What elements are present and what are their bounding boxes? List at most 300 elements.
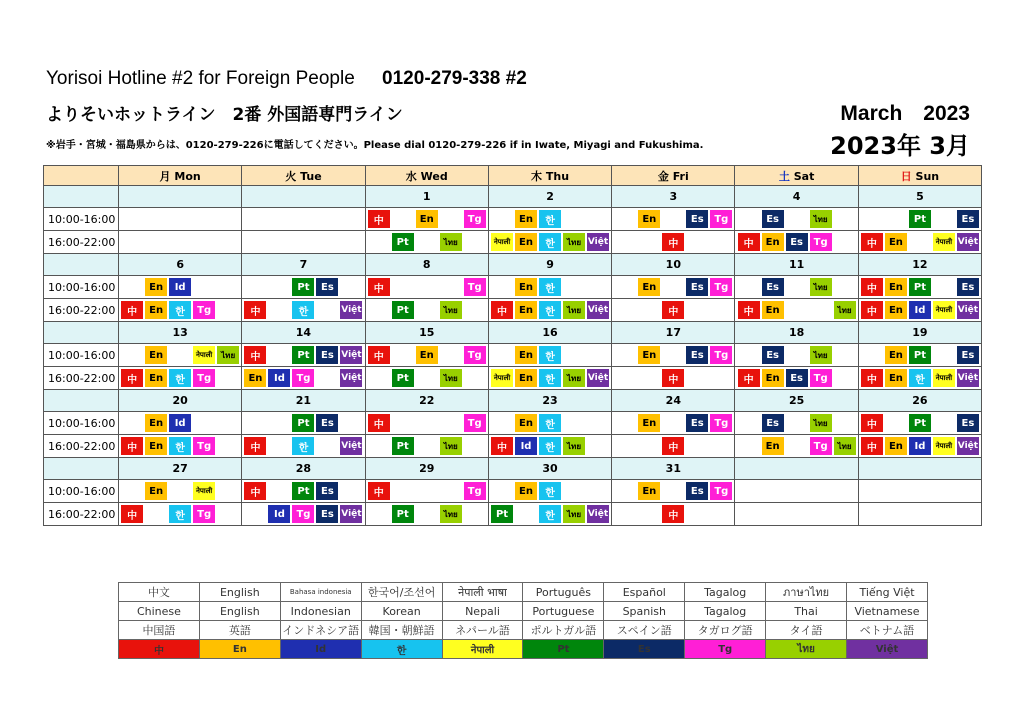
schedule-cell [242, 299, 365, 322]
slot-row [44, 503, 982, 526]
language-badge-es: Es [957, 210, 979, 228]
language-badge-id: Id [268, 369, 290, 387]
language-badge-en: En [762, 369, 784, 387]
language-badge-zh: 中 [368, 210, 390, 228]
language-badge-en: En [416, 210, 438, 228]
schedule-cell [242, 412, 365, 435]
language-badge-zh: 中 [121, 301, 143, 319]
language-badge-zh: 中 [368, 278, 390, 296]
language-slots [735, 414, 857, 432]
date-row-corner [44, 186, 119, 208]
weekday-jp: 月 [159, 169, 171, 183]
language-badge-ne: नेपाली [933, 301, 955, 319]
language-badge-th: ไทย [563, 233, 585, 251]
schedule-cell [488, 231, 611, 254]
legend-cell: नेपाली भाषा [442, 583, 523, 602]
phone-number: 0120-279-338 #2 [382, 68, 527, 89]
language-badge-th: ไทย [834, 437, 856, 455]
language-badge-zh: 中 [662, 505, 684, 523]
date-cell: 11 [735, 254, 858, 276]
language-badge-th: ไทย [563, 437, 585, 455]
language-badge-es: Es [786, 233, 808, 251]
language-badge-ne: नेपाली [193, 346, 215, 364]
date-cell: 12 [858, 254, 981, 276]
language-badge-vi: Việt [587, 233, 609, 251]
schedule-cell [735, 503, 858, 526]
legend-cell: Vietnamese [847, 602, 928, 621]
legend-cell: 中国語 [119, 621, 200, 640]
language-badge-ne: नेपाली [933, 369, 955, 387]
language-slots [612, 233, 734, 251]
language-badge-tg: Tg [193, 437, 215, 455]
schedule-cell [365, 412, 488, 435]
date-row [44, 458, 982, 480]
schedule-cell [735, 480, 858, 503]
dial-note: ※岩手・宮城・福島県からは、0120-279-226に電話してください。Please dial 0120-279-226 if in Iwate, Miyagi and Fukushima. [46, 140, 704, 151]
date-row-corner [44, 390, 119, 412]
language-badge-en: En [638, 278, 660, 296]
language-badge-en: En [515, 233, 537, 251]
language-slots [859, 346, 981, 364]
schedule-cell [365, 208, 488, 231]
time-slot-label: 16:00-22:00 [44, 503, 119, 526]
schedule-cell [242, 480, 365, 503]
title-english: Yorisoi Hotline #2 for Foreign People [46, 68, 355, 89]
language-badge-pt: Pt [909, 278, 931, 296]
legend-cell: Indonesian [280, 602, 361, 621]
language-slots [366, 210, 488, 228]
language-badge-vi: Việt [340, 437, 362, 455]
legend-code-zh: 中 [119, 640, 200, 659]
language-badge-vi: Việt [340, 369, 362, 387]
language-badge-ko: 한 [169, 369, 191, 387]
language-badge-en: En [638, 482, 660, 500]
schedule-cell [612, 276, 735, 299]
language-badge-zh: 中 [662, 301, 684, 319]
schedule-cell [365, 435, 488, 458]
time-slot-label: 16:00-22:00 [44, 299, 119, 322]
weekday-en: Wed [420, 169, 448, 183]
legend-english-row [119, 602, 928, 621]
date-cell: 20 [119, 390, 242, 412]
language-badge-en: En [515, 301, 537, 319]
language-badge-en: En [145, 301, 167, 319]
weekday-en: Tue [300, 169, 322, 183]
language-badge-th: ไทย [834, 301, 856, 319]
date-row-corner [44, 458, 119, 480]
language-badge-pt: Pt [909, 346, 931, 364]
language-badge-zh: 中 [662, 369, 684, 387]
language-badge-tg: Tg [464, 414, 486, 432]
language-badge-zh: 中 [121, 369, 143, 387]
language-slots [735, 301, 857, 319]
language-badge-es: Es [762, 210, 784, 228]
header-corner [44, 166, 119, 186]
weekday-header [242, 166, 365, 186]
title-japanese: よりそいホットライン 2番 外国語専門ライン [46, 105, 403, 125]
language-badge-th: ไทย [810, 346, 832, 364]
schedule-cell [119, 208, 242, 231]
schedule-cell [365, 299, 488, 322]
time-slot-label: 10:00-16:00 [44, 208, 119, 231]
language-badge-ko: 한 [539, 278, 561, 296]
language-badge-ko: 한 [909, 369, 931, 387]
schedule-cell [858, 276, 981, 299]
date-row [44, 186, 982, 208]
language-badge-id: Id [169, 414, 191, 432]
language-badge-ne: नेपाली [491, 233, 513, 251]
language-badge-pt: Pt [292, 482, 314, 500]
time-slot-label: 16:00-22:00 [44, 367, 119, 390]
language-badge-vi: Việt [957, 233, 979, 251]
date-cell: 8 [365, 254, 488, 276]
legend-code-id: Id [280, 640, 361, 659]
language-badge-es: Es [316, 278, 338, 296]
legend-cell: 韓国・朝鮮語 [361, 621, 442, 640]
legend-code-th: ไทย [766, 640, 847, 659]
language-badge-tg: Tg [292, 369, 314, 387]
language-badge-zh: 中 [861, 369, 883, 387]
weekday-jp: 火 [285, 169, 297, 183]
language-slots [366, 233, 488, 251]
language-badge-zh: 中 [244, 437, 266, 455]
legend-code-pt: Pt [523, 640, 604, 659]
language-badge-es: Es [762, 278, 784, 296]
date-cell: 27 [119, 458, 242, 480]
date-row-corner [44, 322, 119, 344]
weekday-en: Mon [174, 169, 201, 183]
language-badge-zh: 中 [738, 233, 760, 251]
language-slots [735, 346, 857, 364]
language-slots [366, 414, 488, 432]
schedule-cell [488, 276, 611, 299]
language-badge-tg: Tg [193, 505, 215, 523]
date-cell: 22 [365, 390, 488, 412]
legend-cell: Spanish [604, 602, 685, 621]
language-badge-vi: Việt [340, 301, 362, 319]
schedule-cell [365, 503, 488, 526]
language-badge-th: ไทย [440, 369, 462, 387]
legend-code-ne: नेपाली [442, 640, 523, 659]
language-slots [242, 414, 364, 432]
language-badge-es: Es [957, 346, 979, 364]
schedule-cell [735, 231, 858, 254]
date-row-corner [44, 254, 119, 276]
schedule-cell [119, 276, 242, 299]
schedule-cell [119, 344, 242, 367]
language-badge-tg: Tg [810, 233, 832, 251]
language-badge-ko: 한 [292, 301, 314, 319]
language-badge-th: ไทย [440, 233, 462, 251]
schedule-cell [735, 367, 858, 390]
language-slots [612, 505, 734, 523]
time-slot-label: 10:00-16:00 [44, 412, 119, 435]
date-cell: 31 [612, 458, 735, 480]
language-badge-ko: 한 [539, 505, 561, 523]
schedule-cell [488, 344, 611, 367]
language-badge-tg: Tg [193, 369, 215, 387]
language-badge-ko: 한 [539, 437, 561, 455]
language-slots [366, 346, 488, 364]
schedule-cell [858, 480, 981, 503]
slot-row [44, 276, 982, 299]
language-slots [489, 210, 611, 228]
date-cell [119, 186, 242, 208]
language-badge-en: En [145, 278, 167, 296]
language-badge-pt: Pt [392, 369, 414, 387]
weekday-header [365, 166, 488, 186]
date-cell: 5 [858, 186, 981, 208]
schedule-cell [119, 299, 242, 322]
language-slots [612, 346, 734, 364]
language-badge-ko: 한 [169, 301, 191, 319]
schedule-cell [242, 367, 365, 390]
schedule-cell [612, 208, 735, 231]
language-badge-ko: 한 [539, 233, 561, 251]
language-slots [735, 369, 857, 387]
language-slots [489, 301, 611, 319]
language-badge-zh: 中 [861, 437, 883, 455]
language-badge-en: En [885, 437, 907, 455]
language-badge-ko: 한 [539, 210, 561, 228]
language-legend [118, 582, 928, 659]
date-row [44, 254, 982, 276]
legend-cell: 한국어/조선어 [361, 583, 442, 602]
language-badge-th: ไทย [217, 346, 239, 364]
schedule-cell [488, 480, 611, 503]
schedule-cell [365, 276, 488, 299]
legend-cell: Nepali [442, 602, 523, 621]
schedule-cell [858, 503, 981, 526]
language-slots [489, 346, 611, 364]
language-badge-th: ไทย [810, 210, 832, 228]
legend-cell: タガログ語 [685, 621, 766, 640]
date-cell: 16 [488, 322, 611, 344]
language-badge-es: Es [316, 482, 338, 500]
language-badge-vi: Việt [587, 505, 609, 523]
language-badge-es: Es [762, 346, 784, 364]
language-badge-vi: Việt [587, 369, 609, 387]
schedule-cell [119, 367, 242, 390]
language-badge-th: ไทย [440, 505, 462, 523]
date-cell: 15 [365, 322, 488, 344]
date-cell: 2 [488, 186, 611, 208]
weekday-en: Sat [793, 169, 815, 183]
weekday-header [858, 166, 981, 186]
weekday-jp: 金 [657, 169, 669, 183]
weekday-header [488, 166, 611, 186]
language-slots [489, 278, 611, 296]
date-row [44, 322, 982, 344]
schedule-cell [488, 208, 611, 231]
legend-code-en: En [199, 640, 280, 659]
time-slot-label: 16:00-22:00 [44, 231, 119, 254]
weekday-jp: 木 [531, 169, 543, 183]
language-slots [242, 505, 364, 523]
schedule-cell [858, 208, 981, 231]
legend-cell: インドネシア語 [280, 621, 361, 640]
slot-row [44, 367, 982, 390]
language-slots [859, 210, 981, 228]
language-badge-zh: 中 [244, 301, 266, 319]
month-japanese: 2023年 3月 [830, 132, 970, 160]
language-slots [489, 437, 611, 455]
language-badge-vi: Việt [957, 301, 979, 319]
language-slots [242, 482, 364, 500]
date-cell [858, 458, 981, 480]
language-badge-ko: 한 [539, 301, 561, 319]
language-badge-tg: Tg [464, 346, 486, 364]
language-badge-ko: 한 [539, 482, 561, 500]
language-badge-tg: Tg [710, 482, 732, 500]
language-badge-es: Es [686, 482, 708, 500]
language-badge-pt: Pt [292, 278, 314, 296]
schedule-cell [735, 276, 858, 299]
legend-cell: Korean [361, 602, 442, 621]
schedule-cell [119, 412, 242, 435]
month-english: March 2023 [840, 102, 970, 125]
date-cell: 7 [242, 254, 365, 276]
language-badge-tg: Tg [710, 278, 732, 296]
weekday-en: Fri [672, 169, 689, 183]
slot-row [44, 480, 982, 503]
language-badge-es: Es [686, 210, 708, 228]
legend-cell: Português [523, 583, 604, 602]
language-badge-en: En [145, 369, 167, 387]
language-badge-es: Es [316, 505, 338, 523]
legend-cell: Chinese [119, 602, 200, 621]
language-slots [735, 278, 857, 296]
language-slots [859, 301, 981, 319]
language-slots [859, 437, 981, 455]
language-badge-es: Es [316, 414, 338, 432]
schedule-cell [735, 435, 858, 458]
language-badge-tg: Tg [710, 210, 732, 228]
language-badge-en: En [885, 233, 907, 251]
language-badge-vi: Việt [957, 437, 979, 455]
date-cell: 1 [365, 186, 488, 208]
language-badge-th: ไทย [563, 505, 585, 523]
language-badge-es: Es [762, 414, 784, 432]
language-slots [119, 505, 241, 523]
language-badge-es: Es [686, 278, 708, 296]
language-slots [119, 369, 241, 387]
language-badge-th: ไทย [563, 301, 585, 319]
schedule-cell [735, 208, 858, 231]
language-badge-th: ไทย [440, 437, 462, 455]
legend-cell: 中文 [119, 583, 200, 602]
date-cell: 24 [612, 390, 735, 412]
language-badge-en: En [145, 482, 167, 500]
schedule-cell [488, 435, 611, 458]
date-cell: 6 [119, 254, 242, 276]
weekday-jp: 日 [900, 169, 912, 183]
schedule-cell [612, 344, 735, 367]
language-badge-en: En [145, 346, 167, 364]
weekday-en: Sun [915, 169, 940, 183]
language-badge-pt: Pt [392, 505, 414, 523]
legend-japanese-row [119, 621, 928, 640]
language-slots [119, 278, 241, 296]
time-slot-label: 10:00-16:00 [44, 344, 119, 367]
date-cell: 9 [488, 254, 611, 276]
schedule-cell [612, 435, 735, 458]
language-badge-tg: Tg [292, 505, 314, 523]
legend-cell: タイ語 [766, 621, 847, 640]
language-badge-ko: 한 [539, 414, 561, 432]
schedule-cell [488, 503, 611, 526]
language-badge-zh: 中 [121, 505, 143, 523]
schedule-cell [119, 480, 242, 503]
language-slots [366, 369, 488, 387]
language-badge-vi: Việt [340, 505, 362, 523]
schedule-cell [242, 208, 365, 231]
language-badge-th: ไทย [810, 278, 832, 296]
language-badge-en: En [885, 301, 907, 319]
date-cell [735, 458, 858, 480]
date-cell: 17 [612, 322, 735, 344]
language-slots [612, 278, 734, 296]
legend-native-row [119, 583, 928, 602]
language-slots [735, 210, 857, 228]
language-badge-en: En [515, 346, 537, 364]
date-cell: 13 [119, 322, 242, 344]
schedule-cell [488, 299, 611, 322]
language-slots [242, 278, 364, 296]
language-badge-en: En [244, 369, 266, 387]
schedule-cell [735, 299, 858, 322]
language-slots [612, 437, 734, 455]
schedule-cell [365, 480, 488, 503]
language-slots [242, 369, 364, 387]
language-badge-en: En [515, 210, 537, 228]
language-slots [859, 278, 981, 296]
legend-code-row [119, 640, 928, 659]
weekday-header [119, 166, 242, 186]
language-badge-pt: Pt [392, 233, 414, 251]
schedule-cell [242, 435, 365, 458]
language-badge-zh: 中 [368, 482, 390, 500]
language-badge-id: Id [169, 278, 191, 296]
slot-row [44, 435, 982, 458]
weekday-jp: 土 [778, 169, 790, 183]
language-slots [489, 414, 611, 432]
schedule-cell [119, 435, 242, 458]
date-cell: 29 [365, 458, 488, 480]
legend-cell: English [199, 602, 280, 621]
language-badge-es: Es [786, 369, 808, 387]
language-badge-zh: 中 [738, 301, 760, 319]
date-cell: 18 [735, 322, 858, 344]
language-slots [366, 482, 488, 500]
language-badge-zh: 中 [244, 482, 266, 500]
legend-cell: Tiếng Việt [847, 583, 928, 602]
hotline-title [46, 68, 527, 90]
schedule-cell [735, 344, 858, 367]
language-badge-en: En [145, 414, 167, 432]
legend-cell: ภาษาไทย [766, 583, 847, 602]
language-badge-zh: 中 [662, 437, 684, 455]
time-slot-label: 10:00-16:00 [44, 276, 119, 299]
language-badge-ne: नेपाली [933, 437, 955, 455]
language-badge-en: En [638, 414, 660, 432]
language-badge-zh: 中 [738, 369, 760, 387]
language-slots [366, 278, 488, 296]
language-badge-pt: Pt [292, 346, 314, 364]
weekday-en: Thu [545, 169, 570, 183]
date-cell: 19 [858, 322, 981, 344]
date-cell [242, 186, 365, 208]
